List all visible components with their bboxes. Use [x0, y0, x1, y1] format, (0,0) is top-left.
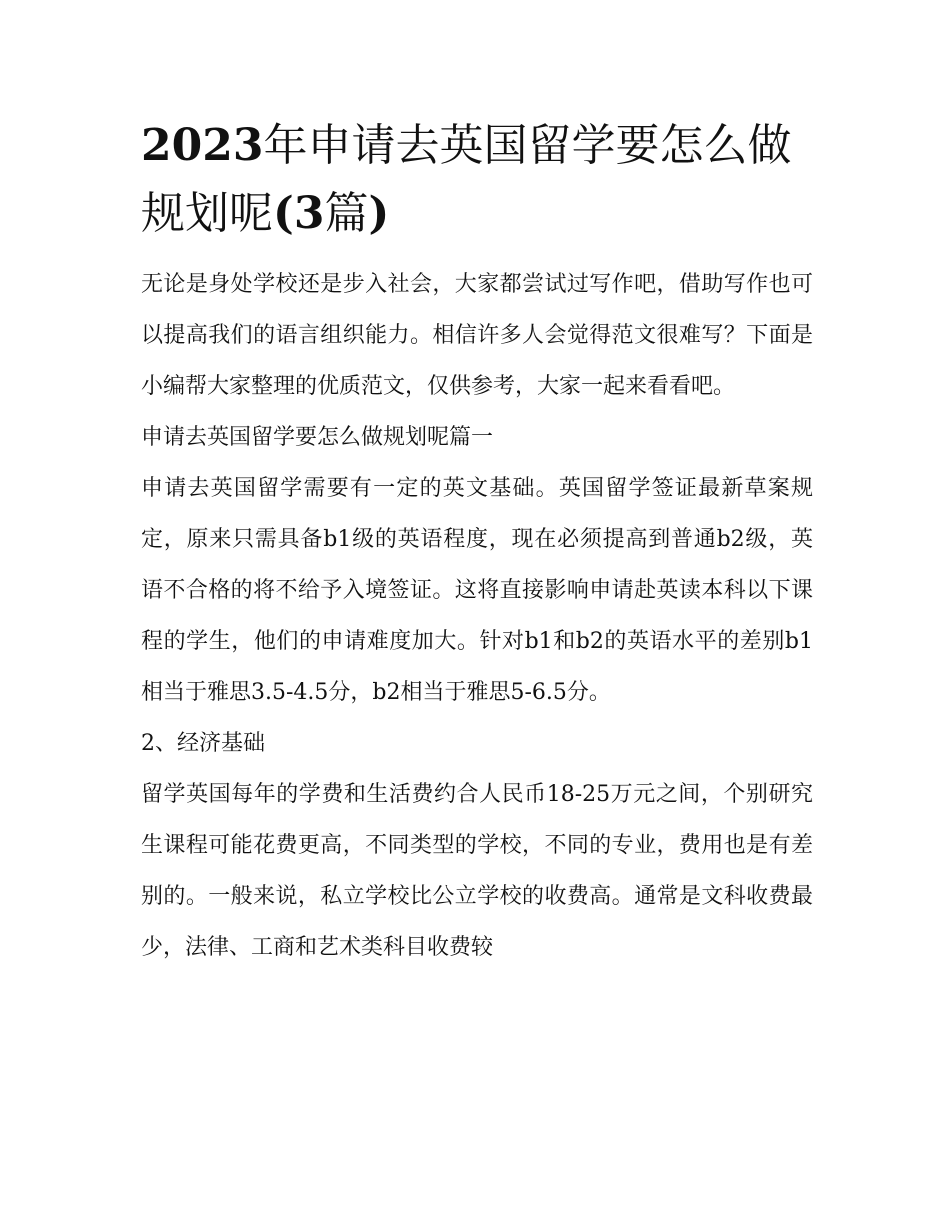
title-text-b: 篇: [324, 188, 369, 239]
paragraph-english-requirement: 申请去英国留学需要有一定的英文基础。英国留学签证最新草案规定，原来只需具备b1级的英语程度，现在必须提高到普通b2级，英语不合格的将不给予入境签证。这将直接影响申请赴英读本科以下课程的学生，他们的申请难度加大。针对b1和b2的英语水平的差别b1相当于雅思3.5-4.5分，b2相当于雅思5-6.5分。: [141, 476, 813, 705]
heading-economic-basis: 2、经济基础: [141, 731, 265, 756]
section-title: 申请去英国留学要怎么做规划呢篇一: [141, 425, 494, 450]
intro-paragraph: 无论是身处学校还是步入社会，大家都尝试过写作吧，借助写作也可以提高我们的语言组织能力。相信许多人会觉得范文很难写？下面是小编帮大家整理的优质范文，仅供参考，大家一起来看看吧。: [141, 272, 813, 399]
title-paren-close: ): [368, 188, 390, 239]
paragraph-economic-basis: 留学英国每年的学费和生活费约合人民币18-25万元之间，个别研究生课程可能花费更高，不同类型的学校，不同的专业，费用也是有差别的。一般来说，私立学校比公立学校的收费高。通常是文科收费最少，法律、工商和艺术类科目收费较: [141, 782, 813, 960]
document-body: [141, 112, 813, 973]
title-paren-open: (: [273, 188, 294, 239]
title-year: 2023: [141, 120, 264, 171]
document-title: [141, 112, 813, 248]
title-text-a: 年申请去英国留学要怎么做规划呢: [141, 120, 792, 239]
title-count: 3: [293, 188, 325, 239]
